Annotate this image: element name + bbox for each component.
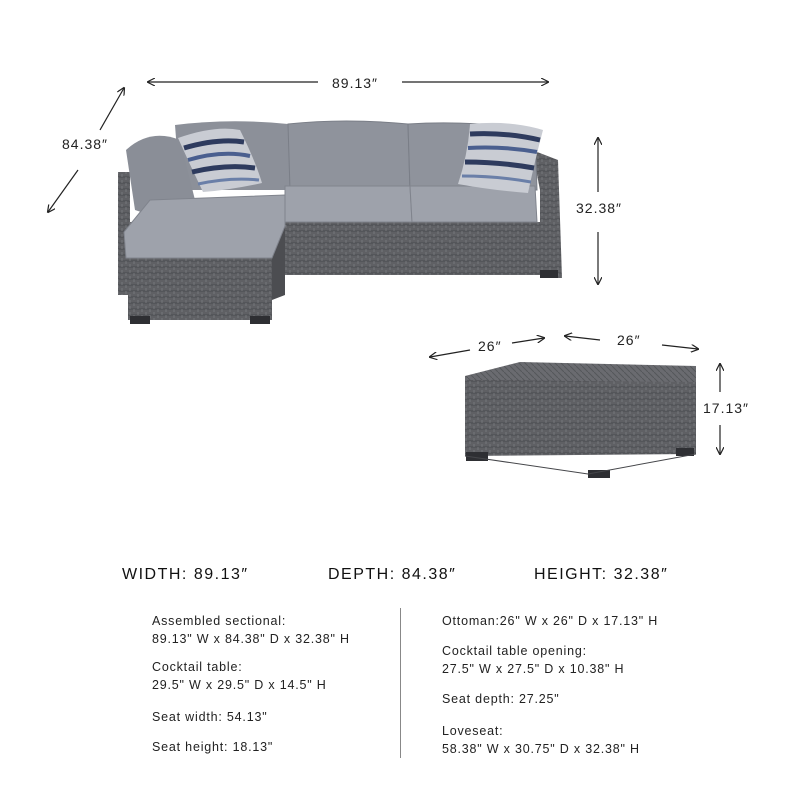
spec-seat-height: Seat height: 18.13" <box>152 740 274 754</box>
ottoman-width-label: 26″ <box>617 332 641 348</box>
spec-assembled-sectional: Assembled sectional: 89.13" W x 84.38" D x 32.38" H <box>152 614 350 646</box>
chaise-foot-left <box>130 316 150 324</box>
ottoman-width-arrow-left <box>565 336 600 340</box>
sectional-height-label: 32.38″ <box>576 200 622 216</box>
ottoman-depth-arrow-left <box>430 350 470 357</box>
spec-cocktail-table-opening: Cocktail table opening: 27.5" W x 27.5" D x 10.38" H <box>442 644 625 676</box>
sectional-width-label: 89.13″ <box>332 75 378 91</box>
column-divider <box>400 608 401 758</box>
sofa-base <box>285 222 540 275</box>
spec-seat-depth: Seat depth: 27.25" <box>442 692 560 706</box>
ottoman-width-arrow-right <box>662 345 698 349</box>
ottoman-height-label: 17.13″ <box>703 400 749 416</box>
back-cushion-middle <box>288 121 410 190</box>
spec-cocktail-table: Cocktail table: 29.5" W x 29.5" D x 14.5" H <box>152 660 327 692</box>
seat-cushion-middle <box>285 186 412 222</box>
spec-seat-width: Seat width: 54.13" <box>152 710 268 724</box>
throw-pillow-right <box>458 123 543 193</box>
ottoman-body <box>465 380 696 456</box>
sectional-sofa <box>118 121 562 324</box>
ottoman-depth-arrow-right <box>512 338 544 343</box>
ottoman-depth-label: 26″ <box>478 338 502 354</box>
ottoman-foot-front <box>588 470 610 478</box>
chaise-seat-cushion <box>124 195 285 258</box>
summary-depth: DEPTH: 84.38″ <box>328 566 457 583</box>
chaise-foot-right <box>250 316 270 324</box>
depth-arrow-up <box>100 88 124 130</box>
ottoman <box>465 362 696 478</box>
depth-arrow-down <box>48 170 78 212</box>
summary-height: HEIGHT: 32.38″ <box>534 566 669 583</box>
spec-loveseat: Loveseat: 58.38" W x 30.75" D x 32.38" H <box>442 724 640 756</box>
sectional-depth-label: 84.38″ <box>62 136 108 152</box>
sofa-foot <box>540 270 558 278</box>
spec-ottoman: Ottoman:26" W x 26" D x 17.13" H <box>442 614 659 628</box>
summary-width: WIDTH: 89.13″ <box>122 566 249 583</box>
